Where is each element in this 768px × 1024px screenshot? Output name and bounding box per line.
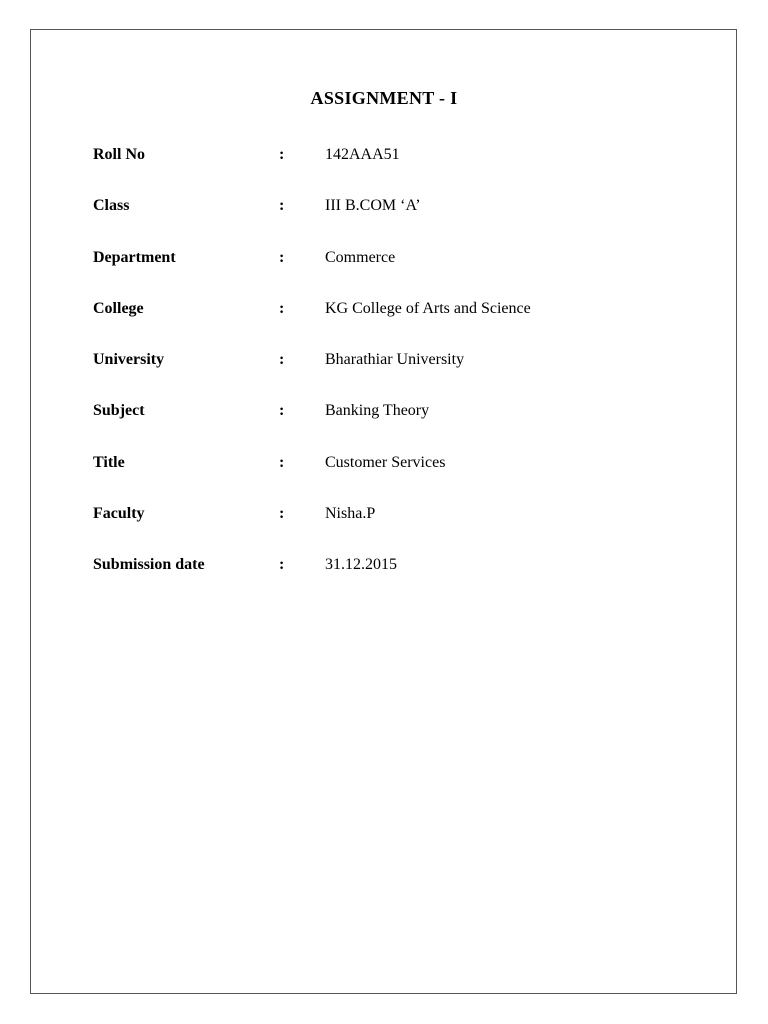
detail-separator: :	[279, 402, 285, 420]
detail-label: Title	[93, 453, 125, 471]
detail-value: Banking Theory	[325, 402, 430, 420]
detail-row-roll-no	[93, 140, 713, 191]
detail-value: 142AAA51	[325, 146, 400, 163]
detail-value: Customer Services	[325, 453, 446, 471]
detail-row-subject	[93, 396, 713, 447]
detail-label: College	[93, 299, 144, 317]
detail-label: Faculty	[93, 505, 145, 523]
detail-value: KG College of Arts and Science	[325, 299, 531, 317]
detail-label: University	[93, 351, 165, 369]
detail-row-faculty	[93, 499, 713, 550]
detail-row-department	[93, 243, 713, 294]
detail-label: Subject	[93, 402, 145, 420]
detail-separator: :	[279, 453, 285, 471]
detail-value: Nisha.P	[325, 505, 376, 523]
detail-row-college	[93, 294, 713, 345]
detail-separator: :	[279, 197, 285, 215]
document-title: ASSIGNMENT - I	[310, 88, 458, 108]
detail-row-university	[93, 345, 713, 396]
detail-label: Class	[93, 197, 130, 215]
detail-value: III B.COM ‘A’	[325, 197, 421, 215]
detail-separator: :	[279, 505, 285, 523]
detail-separator: :	[279, 248, 285, 266]
detail-value: Bharathiar University	[325, 351, 465, 369]
detail-value: Commerce	[325, 248, 396, 266]
detail-separator: :	[279, 351, 285, 369]
detail-label: Department	[93, 248, 176, 266]
detail-separator: :	[279, 146, 285, 163]
detail-separator: :	[279, 556, 285, 574]
detail-row-submission-date	[93, 550, 713, 601]
detail-row-title	[93, 448, 713, 499]
detail-label: Submission date	[93, 556, 205, 574]
detail-separator: :	[279, 299, 285, 317]
detail-label: Roll No	[93, 146, 145, 163]
details-list	[93, 140, 713, 602]
detail-value: 31.12.2015	[325, 556, 397, 574]
detail-row-class	[93, 191, 713, 242]
